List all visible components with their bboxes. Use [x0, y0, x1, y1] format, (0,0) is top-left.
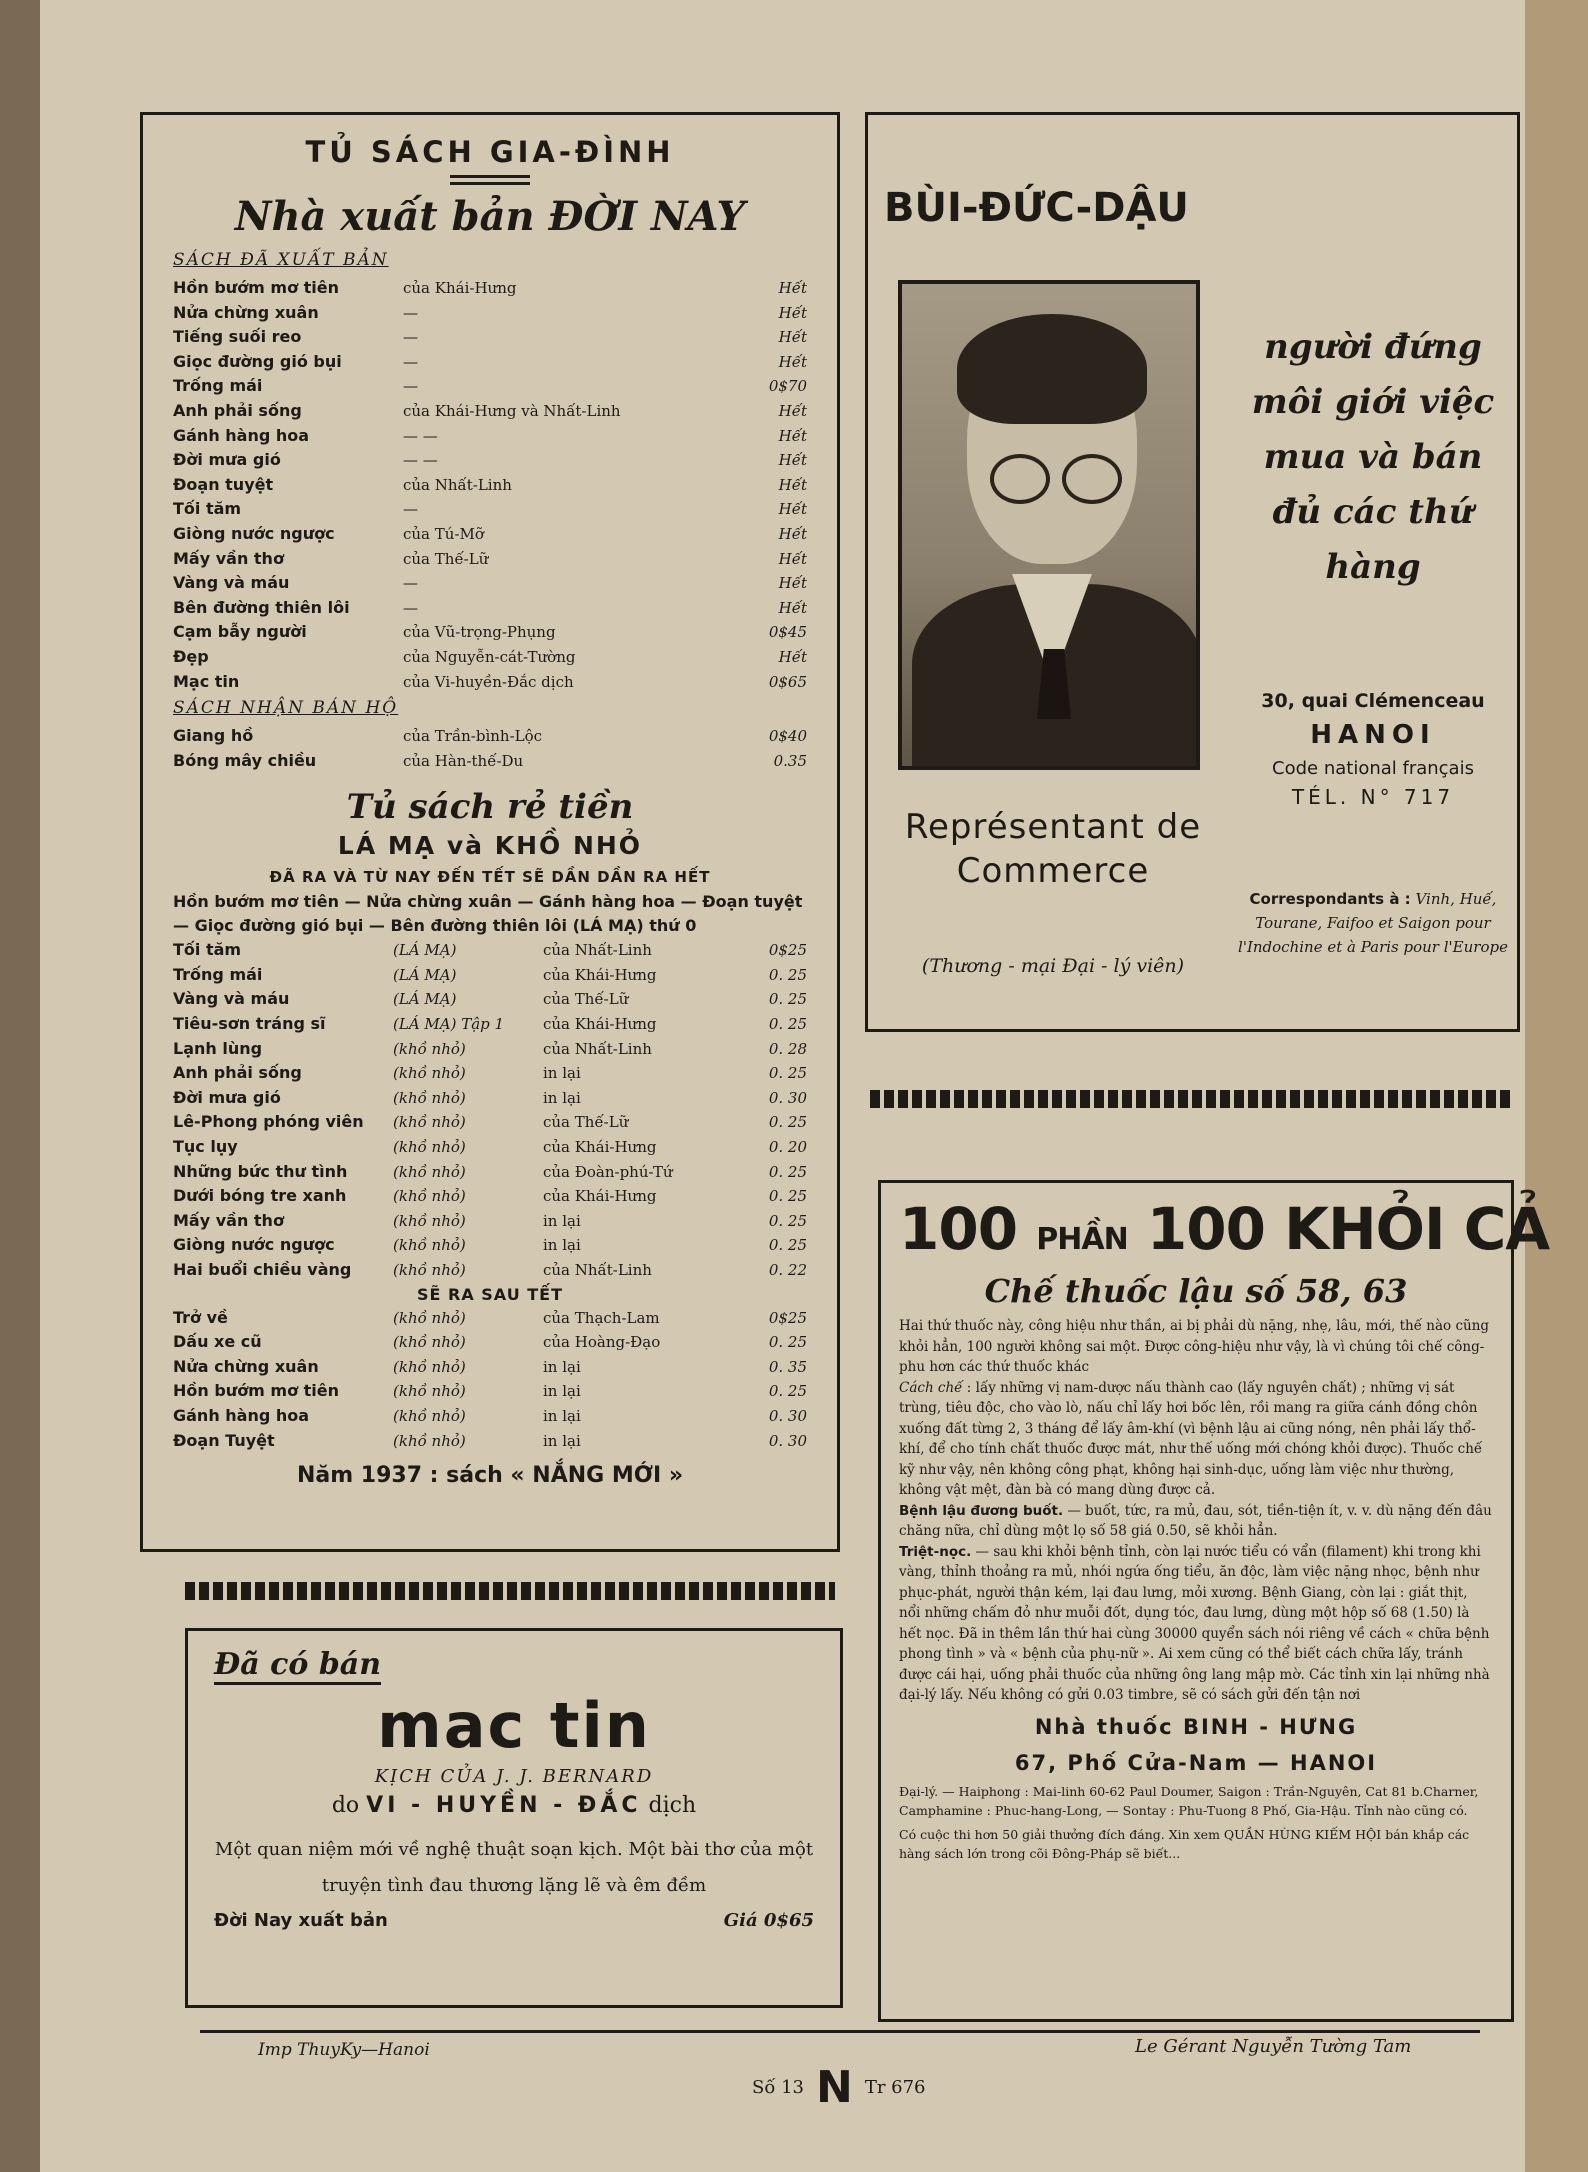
book-title: Giòng nước ngược: [173, 523, 335, 543]
list-item: [173, 670, 807, 695]
list-item: [173, 938, 807, 963]
book-title: Bên đường thiên lôi: [173, 597, 350, 617]
book-price: 0$65: [768, 672, 807, 691]
book-title: Trống mái: [173, 964, 263, 984]
list-item: [173, 1379, 807, 1404]
book-author: —: [403, 303, 418, 322]
book-author: của Nhất-Linh: [543, 1261, 652, 1279]
medicine-shop-address: 67, Phố Cửa-Nam — HANOI: [1014, 1750, 1378, 1775]
list-item: [173, 1258, 807, 1283]
list-item: [173, 276, 807, 301]
book-series: (LÁ MẠ) Tập 1: [393, 1015, 505, 1034]
list-item: [173, 1160, 807, 1185]
book-author: của Thế-Lữ: [543, 1113, 629, 1132]
list-item: [173, 1233, 807, 1258]
book-author: in lại: [543, 1236, 581, 1255]
book-author: —: [403, 598, 418, 617]
book-author: của Khái-Hưng: [543, 1138, 657, 1157]
book-author: in lại: [543, 1211, 581, 1230]
advert-representant-sub: (Thương - mại Đại - lý viên): [921, 955, 1185, 977]
list-item: [173, 497, 807, 522]
wavy-divider: [185, 1582, 835, 1600]
book-title: Mấy vần thơ: [173, 1210, 284, 1230]
book-author: của Vũ-trọng-Phụng: [403, 623, 556, 642]
advert-medicine: [878, 1180, 1550, 2022]
book-title: Trống mái: [173, 376, 263, 396]
book-author: của Tú-Mỡ: [403, 524, 484, 543]
mactin-translator-line: do VI - HUYỀN - ĐẮC dịch: [331, 1793, 697, 1818]
book-price: Hết: [778, 352, 807, 371]
list-item: [173, 1404, 807, 1429]
book-price: 0. 20: [768, 1138, 807, 1157]
book-author: của Thế-Lữ: [403, 549, 489, 568]
book-author: in lại: [543, 1382, 581, 1401]
advert-name: BÙI-ĐỨC-DẬU: [884, 185, 1189, 231]
advert-representant: Représentant de Commerce: [904, 807, 1202, 891]
book-author: của Đoàn-phú-Tứ: [543, 1162, 673, 1181]
list-item: [173, 1184, 807, 1209]
list-item: [173, 448, 807, 473]
book-price: 0. 25: [768, 990, 807, 1009]
corr-label: Correspondants à :: [1249, 890, 1411, 908]
book-author: — —: [403, 451, 438, 470]
cheap-list: [173, 938, 807, 1282]
book-series: (khồ nhỏ): [393, 1162, 466, 1181]
book-price: Hết: [778, 500, 807, 519]
book-title: Anh phải sống: [173, 1063, 302, 1083]
list-item: [173, 1037, 807, 1062]
book-title: Lê-Phong phóng viên: [173, 1112, 364, 1132]
book-price: Hết: [778, 451, 807, 470]
after-tet-list: [173, 1306, 807, 1454]
mactin-description: Một quan niệm mới về nghệ thuật soạn kịch. Một bài thơ của một truyện tình đau thương lặng lẽ và êm đềm: [214, 1839, 814, 1896]
book-title: Mạc tin: [173, 671, 240, 691]
book-price: Hết: [778, 524, 807, 543]
book-price: 0$40: [768, 727, 807, 746]
book-author: — —: [403, 426, 438, 445]
book-title: Mấy vần thơ: [173, 548, 284, 568]
book-title: Tiếng suối reo: [173, 327, 302, 347]
mactin-footer: [214, 1910, 814, 1931]
book-price: 0$25: [768, 1308, 807, 1327]
book-author: của Nhất-Linh: [403, 475, 512, 494]
book-series: (khồ nhỏ): [393, 1088, 466, 1107]
book-title: Hồn bướm mơ tiên: [173, 278, 340, 297]
book-price: 0. 35: [768, 1357, 807, 1376]
medicine-p3: Bệnh lậu đương buốt. — buốt, tức, ra mủ, đau, sót, tiền-tiện ít, v. v. dù nặng đến đâu chăng nữa, chỉ dùng một lọ số 58 giá 0.50, sẽ khỏi hẳn.: [899, 1502, 1492, 1539]
list-item: [173, 1061, 807, 1086]
section-deposit: SÁCH NHẬN BÁN HỘ: [173, 698, 399, 719]
book-series: (khồ nhỏ): [393, 1039, 466, 1058]
list-item: [173, 620, 807, 645]
medicine-subtitle: Chế thuốc lậu số 58, 63: [984, 1272, 1408, 1310]
book-price: 0. 30: [768, 1088, 807, 1107]
book-price: 0. 22: [768, 1261, 807, 1279]
book-author: —: [403, 377, 418, 396]
book-author: in lại: [543, 1406, 581, 1425]
cheap-series-note: ĐÃ RA VÀ TỪ NAY ĐẾN TẾT SẼ DẦN DẦN RA HẾT: [269, 868, 711, 887]
book-price: 0. 25: [768, 1113, 807, 1132]
book-series: (khồ nhỏ): [393, 1357, 466, 1376]
book-price: 0. 25: [768, 1162, 807, 1181]
title-ornament: [450, 175, 530, 185]
book-author: của Trần-bình-Lộc: [403, 727, 543, 746]
book-author: của Khái-Hưng: [403, 279, 517, 297]
corr-text: Vinh, Huế, Tourane, Faifoo et Saigon pour l'Indochine et à Paris pour l'Europe: [1238, 890, 1508, 956]
book-price: 0. 25: [768, 1015, 807, 1034]
book-author: của Khái-Hưng: [543, 1187, 657, 1206]
advert-mac-tin: [185, 1628, 843, 2008]
book-title: Giòng nước ngược: [173, 1235, 335, 1255]
catalog-footer: Năm 1937 : sách « NẮNG MỚI »: [296, 1463, 684, 1489]
book-title: Nửa chừng xuân: [173, 302, 319, 322]
list-item: [173, 1429, 807, 1454]
list-item: [173, 473, 807, 498]
list-item: [173, 1209, 807, 1234]
book-title: Nửa chừng xuân: [173, 1356, 319, 1376]
medicine-p4: Triệt-nọc. — sau khi khỏi bệnh tỉnh, còn lại nước tiểu có vẩn (filament) khi trong khi vàng, thỉnh thoảng ra mủ, nhói ngứa ống tiểu, ăn độc, làm việc nặng nhọc, bệnh như phục-phát, người thận kém, lại đau lưng, mỏi xương. Bệnh Giang, còn lại : giắt thịt, nổi những chấm đỏ như muỗi đốt, dụng tóc, đau lưng, dùng một hộp số 68 (1.50) là hết nọc. Đã in thêm lần thứ hai cùng 30000 quyển sách nói riêng về cách « chữa bệnh phong tình » và « bệnh của phụ-nữ ». Ai xem cũng có thể biết cách chữa lấy, tránh được cái hại, uống phải thuốc của những ông lang mập mờ. Các tỉnh xin lại những nhà đại-lý lấy. Nếu không có gửi 0.03 timbre, sẽ có sách gửi đến tận nơi: [899, 1543, 1490, 1703]
list-item: [173, 399, 807, 424]
book-series: (khồ nhỏ): [393, 1138, 466, 1157]
list-item: [173, 1012, 807, 1037]
book-author: của Thế-Lữ: [543, 990, 629, 1009]
advert-bui-duc-dau: [865, 112, 1520, 1032]
medicine-shop: Nhà thuốc BINH - HƯNG: [1034, 1714, 1358, 1739]
book-series: (khồ nhỏ): [393, 1333, 466, 1352]
portrait-photo: [898, 280, 1200, 770]
book-title: Tục lụy: [173, 1137, 238, 1157]
book-author: của Nhất-Linh: [543, 1039, 652, 1058]
advert-address-block: [1228, 690, 1518, 809]
book-series: (khồ nhỏ): [393, 1308, 466, 1327]
list-item: [173, 1086, 807, 1111]
medicine-agents: Đại-lý. — Haiphong : Mai-linh 60-62 Paul Doumer, Saigon : Trần-Nguyên, Cat 81 b.Charner, Camphamine : Phuc-hang-Long, — Sontay : Phu-Tuong 8 Phố, Gia-Hậu. Tỉnh nào cũng có.: [899, 1783, 1479, 1818]
book-author: của Khái-Hưng: [543, 965, 657, 984]
footer-issue: [752, 2062, 926, 2113]
book-title: Đẹp: [173, 646, 209, 666]
book-title: Gánh hàng hoa: [173, 425, 310, 445]
book-price: Hết: [778, 426, 807, 445]
book-title: Lạnh lùng: [173, 1038, 263, 1058]
book-price: Hết: [778, 647, 807, 666]
deposit-list: [173, 724, 807, 773]
book-title: Đoạn tuyệt: [173, 474, 274, 494]
section-published: SÁCH ĐÃ XUẤT BẢN: [173, 250, 389, 270]
advert-tagline: người đứng môi giới việc mua và bán đủ các thứ hàng: [1251, 327, 1495, 587]
book-author: của Nguyễn-cát-Tường: [403, 647, 576, 666]
book-series: (khồ nhỏ): [393, 1406, 466, 1425]
footer-gerant: Le Gérant Nguyễn Tường Tam: [1135, 2036, 1412, 2057]
newspaper-logo: N: [815, 2062, 853, 2113]
book-price: Hết: [778, 328, 807, 347]
book-series: (khồ nhỏ): [393, 1113, 466, 1132]
published-list: [173, 276, 807, 694]
book-series: (khồ nhỏ): [393, 1064, 466, 1083]
list-item: [173, 749, 807, 774]
footer-rule: [200, 2030, 1480, 2033]
list-item: [173, 522, 807, 547]
book-series: (khồ nhỏ): [393, 1211, 466, 1230]
list-item: [173, 645, 807, 670]
book-series: (LÁ MẠ): [393, 965, 457, 984]
book-price: 0. 28: [768, 1039, 807, 1058]
medicine-title: 100 PHẦN 100 KHỎI CẢ: [899, 1195, 1550, 1263]
list-item: [173, 1306, 807, 1331]
book-title: Trở về: [173, 1307, 228, 1327]
book-series: (khồ nhỏ): [393, 1431, 466, 1450]
advert-city: HANOI: [1310, 720, 1436, 750]
book-price: 0. 25: [768, 1064, 807, 1083]
list-item: [173, 301, 807, 326]
book-author: —: [403, 328, 418, 347]
book-series: (khồ nhỏ): [393, 1382, 466, 1401]
cheap-series-title: Tủ sách rẻ tiền: [346, 787, 634, 828]
book-price: 0. 25: [768, 1236, 807, 1255]
book-author: in lại: [543, 1088, 581, 1107]
book-title: Gánh hàng hoa: [173, 1405, 310, 1425]
medicine-p1: Hai thứ thuốc này, công hiệu như thần, ai bị phải dù nặng, nhẹ, lâu, mới, thế nào cũng khỏi hẳn, 100 người không sai một. Được công-hiệu như vậy, là vì chúng tôi chế công-phu hơn các thứ thuốc khác: [899, 1318, 1490, 1375]
footer-printer: Imp ThuyKy—Hanoi: [258, 2040, 430, 2060]
book-series: (LÁ MẠ): [393, 941, 457, 960]
mactin-translator: VI - HUYỀN - ĐẮC: [366, 1793, 642, 1818]
advert-code: Code national français: [1272, 758, 1474, 779]
book-title: Giang hồ: [173, 726, 254, 746]
book-title: Bóng mây chiều: [173, 750, 317, 770]
book-title: Vàng và máu: [173, 573, 290, 593]
advert-tel: TÉL. N° 717: [1291, 785, 1455, 809]
book-price: 0. 30: [768, 1406, 807, 1425]
book-price: 0.35: [773, 751, 807, 770]
mactin-price: Giá 0$65: [723, 1910, 814, 1931]
book-author: của Khái-Hưng và Nhất-Linh: [403, 401, 621, 420]
list-item: [173, 987, 807, 1012]
wavy-divider: [870, 1090, 1510, 1108]
book-price: Hết: [778, 401, 807, 420]
book-price: 0. 30: [768, 1431, 807, 1450]
book-series: (khồ nhỏ): [393, 1261, 466, 1279]
book-series: (LÁ MẠ): [393, 990, 457, 1009]
medicine-contest: Có cuộc thi hơn 50 giải thưởng đích đáng. Xin xem QUẦN HÙNG KIẾM HỘI bán khắp các hàng sách lớn trong cõi Đông-Pháp sẽ biết...: [899, 1826, 1470, 1861]
list-item: [173, 325, 807, 350]
mactin-intro: Đã có bán: [214, 1647, 381, 1685]
book-author: in lại: [543, 1357, 581, 1376]
book-title: Anh phải sống: [173, 400, 302, 420]
list-item: [173, 571, 807, 596]
list-item: [173, 424, 807, 449]
book-price: 0. 25: [768, 1382, 807, 1401]
book-title: Hai buổi chiều vàng: [173, 1260, 352, 1279]
book-author: của Thạch-Lam: [543, 1308, 660, 1327]
book-title: Cạm bẫy người: [173, 622, 307, 642]
book-title: Dấu xe cũ: [173, 1332, 262, 1352]
book-author: —: [403, 574, 418, 593]
book-title: Đời mưa gió: [173, 450, 281, 470]
series-title: TỦ SÁCH GIA-ĐÌNH: [305, 135, 675, 169]
book-price: Hết: [778, 574, 807, 593]
advert-correspondants: [1228, 887, 1518, 959]
book-price: 0. 25: [768, 1333, 807, 1352]
mactin-title: mac tin: [377, 1689, 651, 1762]
book-series: (khồ nhỏ): [393, 1187, 466, 1206]
book-price: 0. 25: [768, 1187, 807, 1206]
book-title: Đời mưa gió: [173, 1087, 281, 1107]
book-price: 0. 25: [768, 965, 807, 984]
after-tet-heading: SẼ RA SAU TẾT: [416, 1284, 564, 1304]
book-price: 0$45: [768, 623, 807, 642]
book-author: —: [403, 500, 418, 519]
book-author: của Vi-huyền-Đắc dịch: [403, 672, 574, 691]
book-price: Hết: [778, 303, 807, 322]
book-author: của Hàn-thế-Du: [403, 751, 524, 770]
book-price: Hết: [778, 475, 807, 494]
issue-number: Số 13: [752, 2077, 804, 2098]
advert-address: 30, quai Clémenceau: [1261, 690, 1485, 712]
list-item: [173, 547, 807, 572]
book-title: Những bức thư tình: [173, 1161, 348, 1181]
book-title: Dưới bóng tre xanh: [173, 1186, 347, 1206]
book-author: của Nhất-Linh: [543, 941, 652, 960]
mactin-publisher: Đời Nay xuất bản: [214, 1910, 388, 1931]
book-price: 0. 25: [768, 1211, 807, 1230]
book-title: Giọc đường gió bụi: [173, 351, 342, 371]
book-title: Vàng và máu: [173, 989, 290, 1009]
list-item: [173, 1330, 807, 1355]
list-item: [173, 1110, 807, 1135]
book-author: in lại: [543, 1431, 581, 1450]
book-price: Hết: [778, 598, 807, 617]
book-author: của Khái-Hưng: [543, 1015, 657, 1034]
list-item: [173, 724, 807, 749]
book-title: Đoạn Tuyệt: [173, 1430, 275, 1450]
page-edge: [1525, 0, 1588, 2172]
medicine-p2: Cách chế : lấy những vị nam-dược nấu thành cao (lấy nguyên chất) ; những vị sát trùng, tiêu độc, cho vào lò, nấu chỉ lấy hơi bốc lên, rồi mang ra giữa cánh đồng chôn xuống đất từng 2, 3 tháng để lấy âm-khí (vì bệnh lậu ai cũng nóng, nên phải lấy thổ-khí, để cho tính chất thuốc được mát, như thế uống mới chóng khỏi được). Thuốc chế kỹ như vậy, nên không công phạt, không hại sinh-dục, uống làm việc như thường, không vật mệt, đàn bà có mang dùng được cả.: [899, 1379, 1483, 1498]
book-author: của Hoàng-Đạo: [543, 1333, 661, 1352]
list-item: [173, 963, 807, 988]
book-title: Hồn bướm mơ tiên: [173, 1381, 340, 1401]
publisher-title: Nhà xuất bản ĐỜI NAY: [234, 193, 746, 240]
mactin-author: KỊCH CỦA J. J. BERNARD: [374, 1766, 654, 1787]
book-title: Tối tăm: [173, 940, 242, 960]
book-title: Tối tăm: [173, 499, 242, 519]
book-author: in lại: [543, 1064, 581, 1083]
list-item: [173, 596, 807, 621]
book-price: Hết: [778, 279, 807, 297]
book-title: Tiêu-sơn tráng sĩ: [173, 1014, 326, 1034]
book-price: Hết: [778, 549, 807, 568]
list-item: [173, 1355, 807, 1380]
list-item: [173, 1135, 807, 1160]
book-catalog: [140, 112, 840, 1552]
book-price: 0$70: [768, 377, 807, 396]
book-author: —: [403, 352, 418, 371]
list-item: [173, 374, 807, 399]
cheap-series-line: Hồn bướm mơ tiên — Nửa chừng xuân — Gánh hàng hoa — Đoạn tuyệt — Giọc đường gió bụi — Bên đường thiên lôi (LÁ MẠ) thứ 0: [173, 892, 803, 936]
book-series: (khồ nhỏ): [393, 1236, 466, 1255]
page-number: Tr 676: [864, 2077, 926, 2098]
book-price: 0$25: [768, 941, 807, 960]
cheap-series-sub: LÁ MẠ và KHỒ NHỎ: [337, 831, 643, 861]
list-item: [173, 350, 807, 375]
